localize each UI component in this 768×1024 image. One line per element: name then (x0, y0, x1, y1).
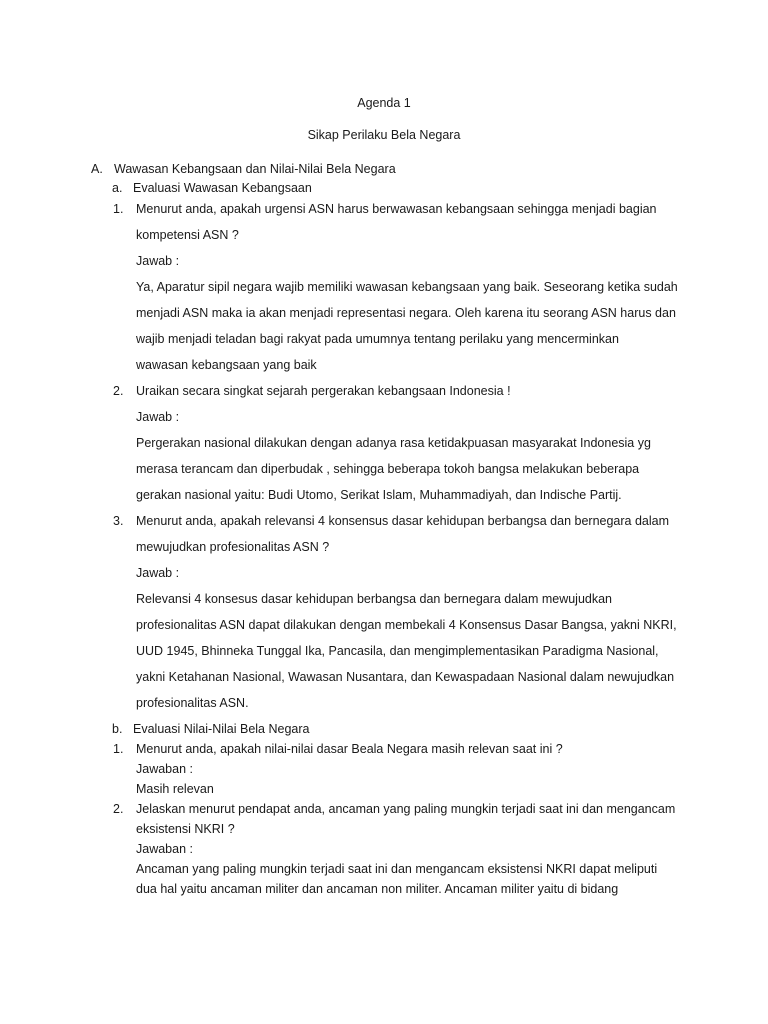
answer-text: yakni Ketahanan Nasional, Wawasan Nusantara, dan Kewaspadaan Nasional dalam newujudkan (136, 670, 675, 684)
question-text: mewujudkan profesionalitas ASN ? (136, 540, 330, 554)
answer-text: menjadi ASN maka ia akan menjadi representasi negara. Oleh karena itu seorang ASN harus dan (136, 306, 676, 320)
answer-text: wawasan kebangsaan yang baik (136, 358, 317, 372)
answer-label: Jawaban : (136, 842, 193, 856)
answer-text: gerakan nasional yaitu: Budi Utomo, Serikat Islam, Muhammadiyah, dan Indische Partij. (136, 488, 622, 502)
answer-text: merasa terancam dan diperbudak , sehingga beberapa tokoh bangsa melakukan beberapa (136, 462, 640, 476)
question-text: Menurut anda, apakah nilai-nilai dasar Beala Negara masih relevan saat ini ? (136, 742, 563, 756)
question-number: 1. (113, 202, 124, 216)
answer-text: Pergerakan nasional dilakukan dengan adanya rasa ketidakpuasan masyarakat Indonesia yg (136, 436, 651, 450)
question-text: Menurut anda, apakah relevansi 4 konsensus dasar kehidupan berbangsa dan bernegara dalam (136, 514, 670, 528)
answer-text: UUD 1945, Bhinneka Tunggal Ika, Pancasila, dan mengimplementasikan Paradigma Nasional, (136, 644, 659, 658)
document-subtitle: Sikap Perilaku Bela Negara (307, 128, 461, 142)
question-text: Menurut anda, apakah urgensi ASN harus berwawasan kebangsaan sehingga menjadi bagian (136, 202, 657, 216)
answer-text: dua hal yaitu ancaman militer dan ancaman non militer. Ancaman militer yaitu di bidang (136, 882, 619, 896)
answer-text: Relevansi 4 konsesus dasar kehidupan berbangsa dan bernegara dalam mewujudkan (136, 592, 613, 606)
answer-text: Ancaman yang paling mungkin terjadi saat ini dan mengancam eksistensi NKRI dapat meliputi (136, 862, 658, 876)
section-a-heading: Wawasan Kebangsaan dan Nilai-Nilai Bela Negara (114, 162, 396, 176)
question-text: kompetensi ASN ? (136, 228, 239, 242)
question-number: 2. (113, 384, 124, 398)
sub-a-marker: a. (112, 181, 123, 195)
question-number: 3. (113, 514, 124, 528)
answer-text: profesionalitas ASN. (136, 696, 249, 710)
answer-label: Jawab : (136, 254, 180, 268)
answer-label: Jawab : (136, 410, 180, 424)
section-a-marker: A. (91, 162, 103, 176)
document-title: Agenda 1 (357, 96, 411, 110)
question-text: eksistensi NKRI ? (136, 822, 235, 836)
question-number: 2. (113, 802, 124, 816)
sub-b-marker: b. (112, 722, 123, 736)
answer-text: Ya, Aparatur sipil negara wajib memiliki wawasan kebangsaan yang baik. Seseorang ketika sudah (136, 280, 678, 294)
sub-a-heading: Evaluasi Wawasan Kebangsaan (133, 181, 312, 195)
sub-b-heading: Evaluasi Nilai-Nilai Bela Negara (133, 722, 310, 736)
answer-text: Masih relevan (136, 782, 214, 796)
answer-text: wajib menjadi teladan bagi rakyat pada umumnya tentang perilaku yang mencerminkan (136, 332, 619, 346)
answer-label: Jawaban : (136, 762, 193, 776)
answer-label: Jawab : (136, 566, 180, 580)
question-number: 1. (113, 742, 124, 756)
question-text: Jelaskan menurut pendapat anda, ancaman yang paling mungkin terjadi saat ini dan mengancam (136, 802, 676, 816)
question-text: Uraikan secara singkat sejarah pergerakan kebangsaan Indonesia ! (136, 384, 511, 398)
answer-text: profesionalitas ASN dapat dilakukan dengan membekali 4 Konsensus Dasar Bangsa, yakni NKRI, (136, 618, 677, 632)
